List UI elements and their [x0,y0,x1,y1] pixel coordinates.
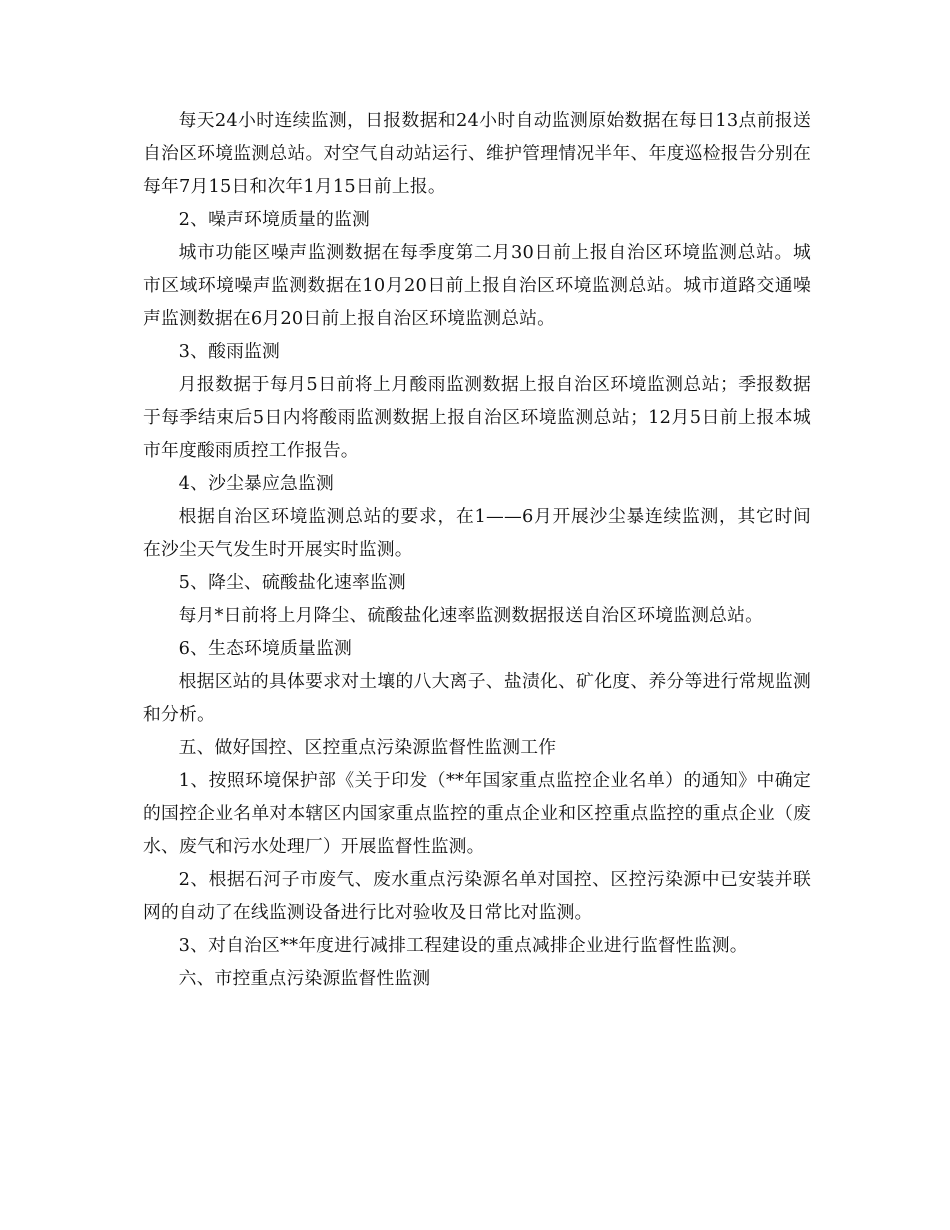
paragraph-ecology: 根据区站的具体要求对土壤的八大离子、盐渍化、矿化度、养分等进行常规监测和分析。 [143,671,811,725]
paragraph-online-monitoring: 2、根据石河子市废气、废水重点污染源名单对国控、区控污染源中已安装并联网的自动了在线监测设备进行比对验收及日常比对监测。 [143,869,811,923]
heading-ecology: 6、生态环境质量监测 [178,638,352,659]
heading-section-five: 五、做好国控、区控重点污染源监督性监测工作 [178,737,557,758]
heading-noise-monitoring: 2、噪声环境质量的监测 [178,209,370,230]
paragraph-national-control: 1、按照环境保护部《关于印发（**年国家重点监控企业名单）的通知》中确定的国控企业名单对本辖区内国家重点监控的重点企业和区控重点监控的重点企业（废水、废气和污水处理厂）开展监督性监测。 [143,770,811,857]
paragraph-sandstorm: 根据自治区环境监测总站的要求，在1——6月开展沙尘暴连续监测，其它时间在沙尘天气发生时开展实时监测。 [143,506,811,560]
paragraph-dustfall: 每月*日前将上月降尘、硫酸盐化速率监测数据报送自治区环境监测总站。 [178,605,764,626]
paragraph-noise-monitoring: 城市功能区噪声监测数据在每季度第二月30日前上报自治区环境监测总站。城市区域环境噪声监测数据在10月20日前上报自治区环境监测总站。城市道路交通噪声监测数据在6月20日前上报自治区环境监测总站。 [143,242,811,329]
document-page [143,104,811,995]
heading-sandstorm: 4、沙尘暴应急监测 [178,473,334,494]
heading-acid-rain: 3、酸雨监测 [178,341,281,362]
heading-dustfall: 5、降尘、硫酸盐化速率监测 [178,572,406,593]
paragraph-air-auto-station: 每天24小时连续监测，日报数据和24小时自动监测原始数据在每日13点前报送自治区环境监测总站。对空气自动站运行、维护管理情况半年、年度巡检报告分别在每年7月15日和次年1月15日前上报。 [143,110,811,197]
paragraph-emission-reduction: 3、对自治区**年度进行减排工程建设的重点减排企业进行监督性监测。 [178,935,748,956]
paragraph-acid-rain: 月报数据于每月5日前将上月酸雨监测数据上报自治区环境监测总站；季报数据于每季结束后5日内将酸雨监测数据上报自治区环境监测总站；12月5日前上报本城市年度酸雨质控工作报告。 [143,374,811,461]
heading-section-six: 六、市控重点污染源监督性监测 [178,968,431,989]
